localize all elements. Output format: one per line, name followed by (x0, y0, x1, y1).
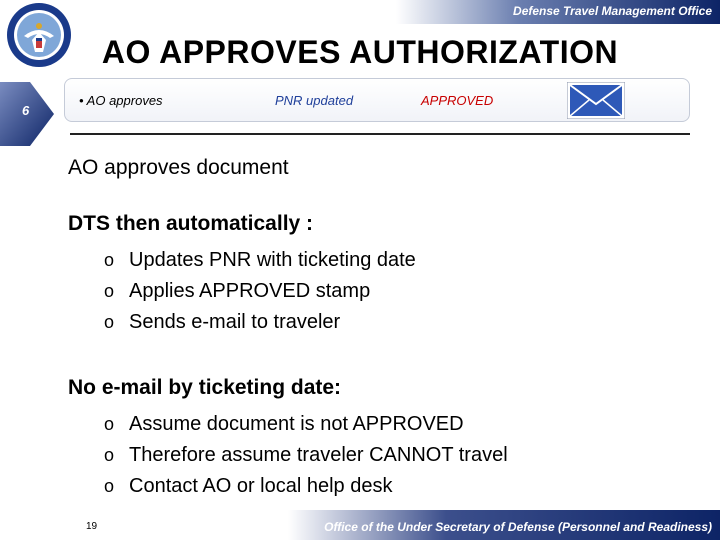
page-number: 19 (86, 521, 98, 532)
no-email-actions-list (104, 409, 508, 502)
pnr-status-label: PNR updated (275, 93, 354, 108)
bullet-text: Updates PNR with ticketing date (129, 249, 416, 271)
dts-actions-list (104, 245, 416, 338)
bullet-marker: o (104, 312, 115, 332)
list-item (104, 471, 508, 502)
list-item (104, 409, 508, 440)
bullet-marker: o (104, 476, 115, 496)
bullet-text: Contact AO or local help desk (129, 475, 393, 497)
section-divider (70, 133, 690, 135)
page-title: AO APPROVES AUTHORIZATION (101, 34, 619, 70)
footer-organization: Office of the Under Secretary of Defense (Personnel and Readiness) (324, 520, 712, 534)
bullet-text: Therefore assume traveler CANNOT travel (129, 444, 508, 466)
heading-dts-automatic: DTS then automatically : (68, 212, 314, 235)
bullet-marker: o (104, 250, 115, 270)
organization-name: Defense Travel Management Office (513, 4, 712, 18)
list-item (104, 276, 416, 307)
approved-status-label: APPROVED (421, 93, 494, 108)
list-item (104, 245, 416, 276)
heading-no-email: No e-mail by ticketing date: (68, 376, 342, 399)
bullet-marker: o (104, 414, 115, 434)
bullet-marker: o (104, 281, 115, 301)
bullet-marker: o (104, 445, 115, 465)
envelope-icon (567, 82, 625, 119)
workflow-status-bar (64, 78, 690, 122)
action-label: • AO approves (79, 93, 163, 108)
top-banner (0, 0, 720, 24)
bullet-text: Assume document is not APPROVED (129, 413, 464, 435)
list-item (104, 307, 416, 338)
bullet-text: Applies APPROVED stamp (129, 280, 371, 302)
bullet-text: Sends e-mail to traveler (129, 311, 341, 333)
step-number: 6 (22, 103, 30, 118)
list-item (104, 440, 508, 471)
heading-ao-approves: AO approves document (68, 156, 289, 179)
